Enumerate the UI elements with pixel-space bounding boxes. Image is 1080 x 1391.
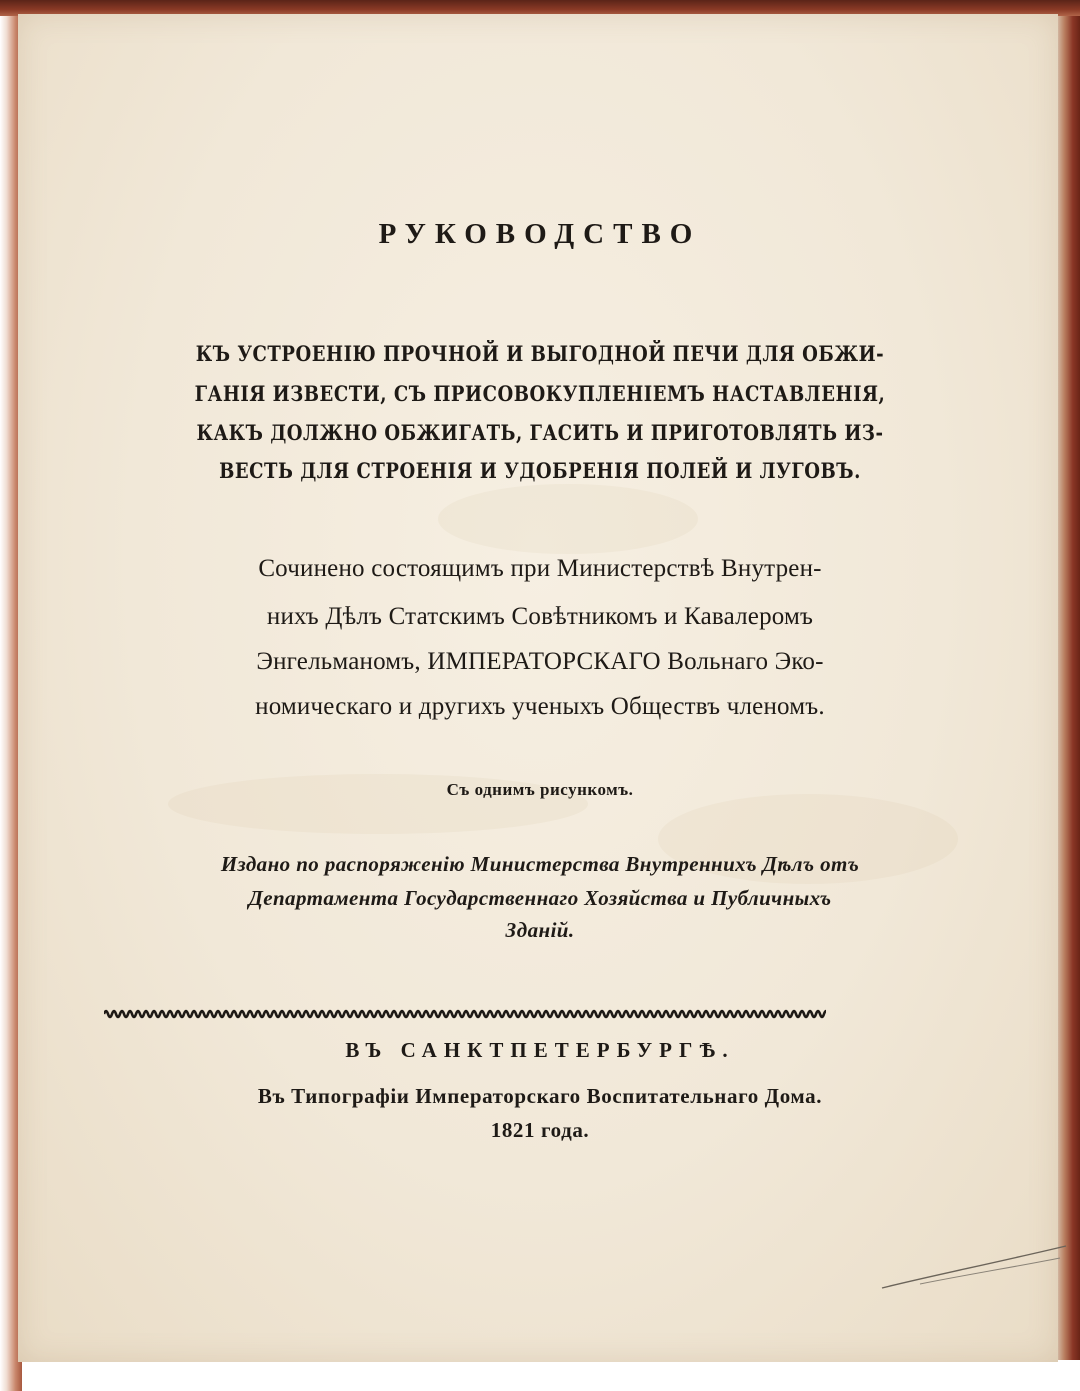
illustration-note: Съ однимъ рисункомъ. bbox=[446, 780, 634, 799]
subtitle-line: КЪ УСТРОЕНІЮ ПРОЧНОЙ И ВЫГОДНОЙ ПЕЧИ ДЛЯ ОБЖИ- bbox=[195, 341, 885, 366]
pencil-scratch-mark bbox=[880, 1236, 1070, 1296]
author-line: Сочинено состоящимъ при Министерствѣ Внутрен- bbox=[258, 555, 822, 582]
author-line: нихъ Дѣлъ Статскимъ Совѣтникомъ и Кавалеромъ bbox=[266, 603, 814, 630]
imprint-city: ВЪ САНКТПЕТЕРБУРГѢ. bbox=[345, 1038, 735, 1062]
publisher-note-line: Департамента Государственнаго Хозяйства и Публичныхъ bbox=[248, 886, 832, 910]
imprint-year: 1821 года. bbox=[490, 1118, 590, 1142]
subtitle-line: КАКЪ ДОЛЖНО ОБЖИГАТЬ, ГАСИТЬ И ПРИГОТОВЛЯТЬ ИЗ- bbox=[196, 420, 884, 445]
publisher-note-line: Издано по распоряженію Министерства Внутреннихъ Дѣлъ отъ bbox=[220, 852, 860, 876]
wavy-rule-divider bbox=[104, 1007, 826, 1021]
author-line: Энгельманомъ, ИМПЕРАТОРСКАГО Вольнаго Эко- bbox=[256, 648, 824, 675]
subtitle-line: ВЕСТЬ ДЛЯ СТРОЕНІЯ И УДОБРЕНІЯ ПОЛЕЙ И ЛУГОВЪ. bbox=[219, 458, 861, 483]
book-title: РУКОВОДСТВО bbox=[378, 218, 702, 250]
publisher-note-line: Зданій. bbox=[505, 918, 575, 942]
imprint-press: Въ Типографіи Императорскаго Воспитательнаго Дома. bbox=[257, 1084, 823, 1108]
paper-page bbox=[18, 14, 1058, 1362]
author-line: номическаго и другихъ ученыхъ Обществъ членомъ. bbox=[255, 693, 825, 720]
foxing-stain bbox=[438, 484, 698, 554]
binding-edge-right bbox=[1056, 0, 1080, 1360]
subtitle-line: ГАНІЯ ИЗВЕСТИ, СЪ ПРИСОВОКУПЛЕНІЕМЪ НАСТАВЛЕНІЯ, bbox=[194, 381, 886, 406]
